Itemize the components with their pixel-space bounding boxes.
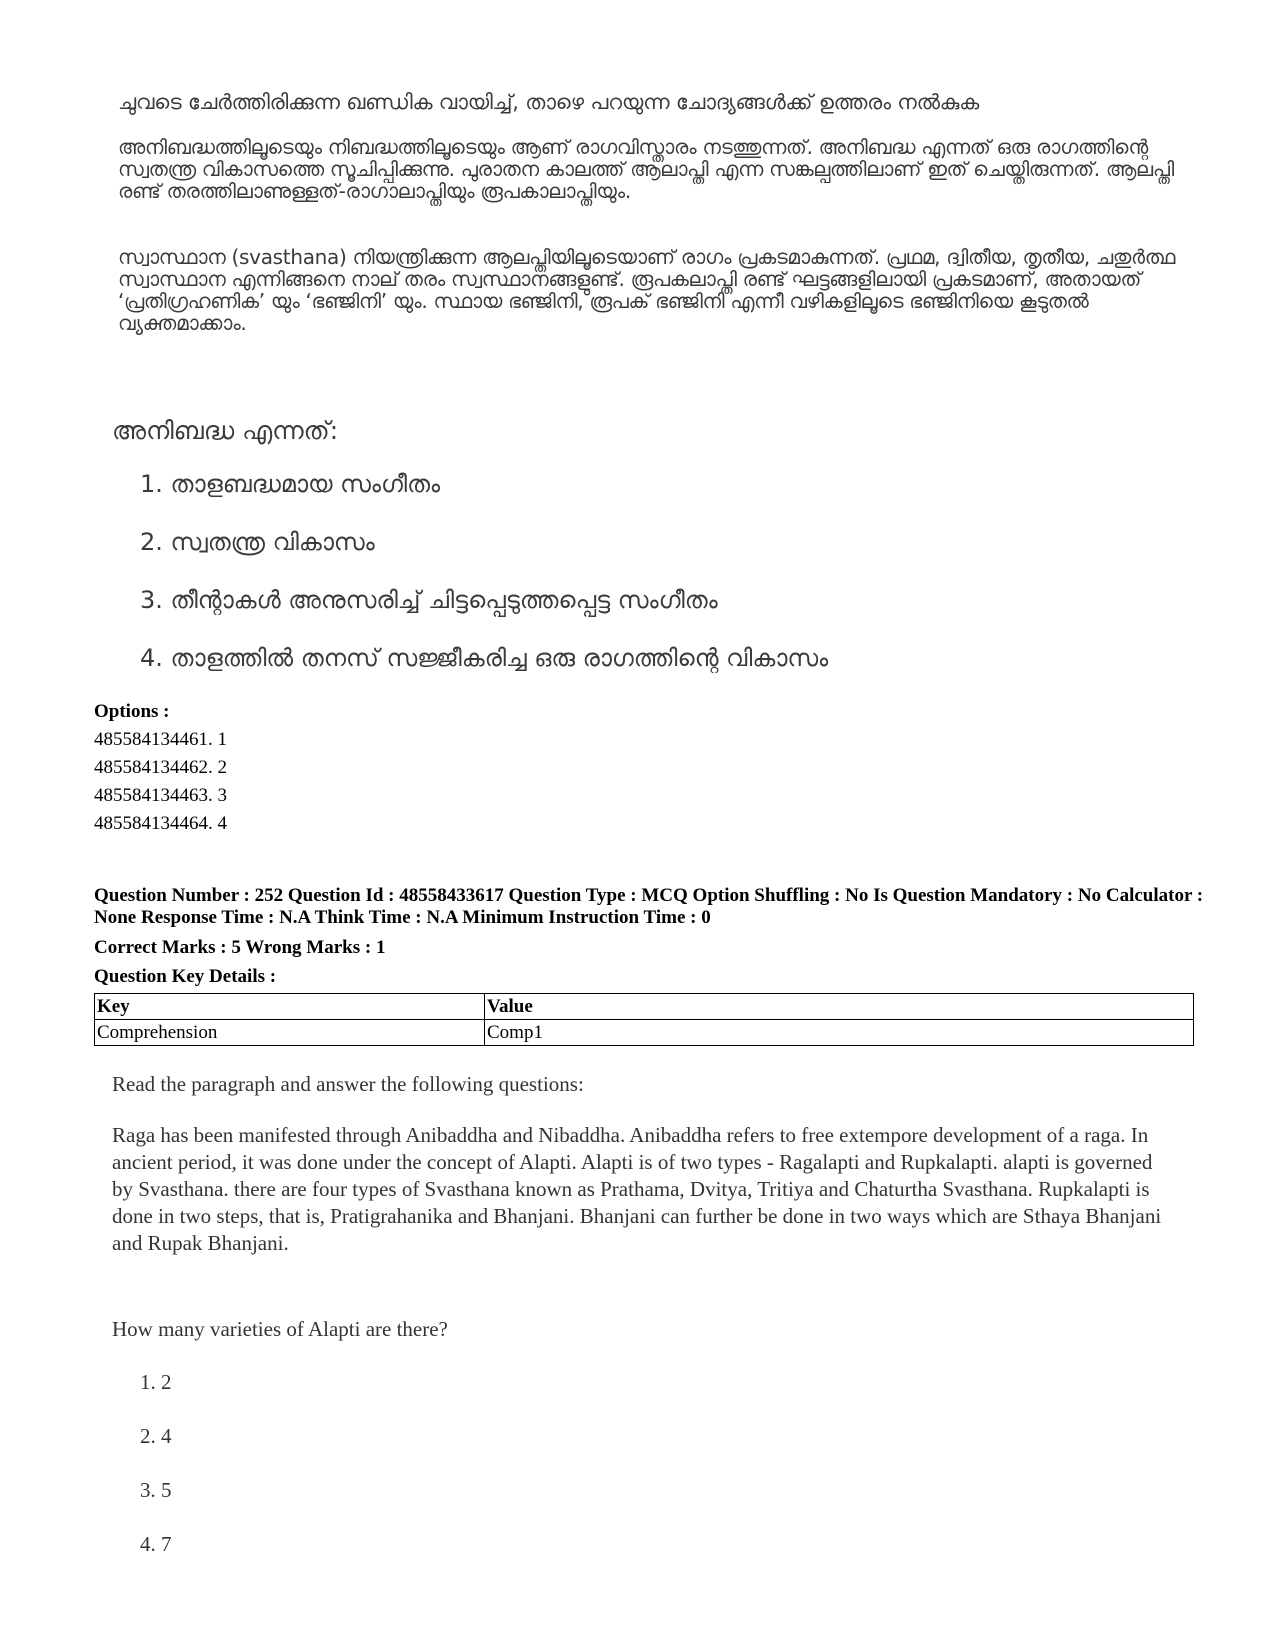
english-option: 3. 5 <box>140 1478 172 1502</box>
question-info: Question Number : 252 Question Id : 48558433617 Question Type : MCQ Option Shuffling : No Is Question Mandatory : No Calculator : None Response Time : N.A Think Time : N.A Minimum Instruction Time : 0 <box>94 885 1204 928</box>
table-header-value: Value <box>485 994 1194 1020</box>
malayalam-question: അനിബദ്ധ എന്നത്: <box>112 416 339 445</box>
option-id-line: 485584134462. 2 <box>94 757 227 778</box>
marks-info: Correct Marks : 5 Wrong Marks : 1 <box>94 937 386 958</box>
option-id-line: 485584134464. 4 <box>94 813 227 834</box>
table-cell-key: Comprehension <box>95 1020 485 1046</box>
option-id-line: 485584134461. 1 <box>94 729 227 750</box>
english-option: 4. 7 <box>140 1532 172 1556</box>
english-options-list <box>140 1370 172 1586</box>
malayalam-option: 4. താളത്തിൽ തനസ് സജ്ജീകരിച്ച ഒരു രാഗത്തിന്റെ വികാസം <box>140 644 829 672</box>
malayalam-paragraph-1: അനിബദ്ധത്തിലൂടെയും നിബദ്ധത്തിലൂടെയും ആണ് രാഗവിസ്താരം നടത്തുന്നത്. അനിബദ്ധ എന്നത് ഒരു രാഗത്തിന്റെ സ്വതന്ത്ര വികാസത്തെ സൂചിപ്പിക്കുന്നു. പുരാതന കാലത്ത് ആലാപ്തി എന്ന സങ്കല്പത്തിലാണ് ഇത് ചെയ്തിരുന്നത്. ആലപ്തി രണ്ട് തരത്തിലാണുള്ളത്-രാഗാലാപ്തിയും രൂപകാലാപ്തിയും. <box>118 135 1174 203</box>
malayalam-option: 1. താളബദ്ധമായ സംഗീതം <box>140 470 441 498</box>
table-row <box>95 994 1194 1020</box>
english-option: 1. 2 <box>140 1370 172 1394</box>
key-details-label: Question Key Details : <box>94 966 277 987</box>
malayalam-options-list <box>140 470 828 702</box>
option-id-line: 485584134463. 3 <box>94 785 227 806</box>
english-question: How many varieties of Alapti are there? <box>112 1317 448 1341</box>
table-row <box>95 1020 1194 1046</box>
table-header-key: Key <box>95 994 485 1020</box>
table-cell-value: Comp1 <box>485 1020 1194 1046</box>
key-details-table <box>94 993 1194 1046</box>
options-label: Options : <box>94 701 170 722</box>
malayalam-option: 2. സ്വതന്ത്ര വികാസം <box>140 528 375 556</box>
english-paragraph: Raga has been manifested through Anibaddha and Nibaddha. Anibaddha refers to free extempore development of a raga. In ancient period, it was done under the concept of Alapti. Alapti is of two types - Ragalapti and Rupkalapti. alapti is governed by Svasthana. there are four types of Svasthana known as Prathama, Dvitya, Tritiya and Chaturtha Svasthana. Rupkalapti is done in two steps, that is, Pratigrahanika and Bhanjani. Bhanjani can further be done in two ways which are Sthaya Bhanjani and Rupak Bhanjani. <box>112 1123 1162 1255</box>
english-option: 2. 4 <box>140 1424 172 1448</box>
malayalam-option: 3. തീന്റാകൾ അനുസരിച്ച് ചിട്ടപ്പെടുത്തപ്പെട്ട സംഗീതം <box>140 586 718 614</box>
english-instruction: Read the paragraph and answer the following questions: <box>112 1072 584 1096</box>
malayalam-paragraph-2: സ്വാസ്ഥാന (svasthana) നിയന്ത്രിക്കുന്ന ആലപ്തിയിലൂടെയാണ് രാഗം പ്രകടമാകുന്നത്. പ്രഥമ, ദ്വിതീയ, തൃതീയ, ചതുർത്ഥ സ്വാസ്ഥാന എന്നിങ്ങനെ നാല് തരം സ്വസ്ഥാനങ്ങളുണ്ട്. രൂപകലാപ്തി രണ്ട് ഘട്ടങ്ങളിലായി പ്രകടമാണ്, അതായത് ‘പ്രതിഗ്രഹണിക’ യും ‘ഭഞ്ജിനി’ യും. സ്ഥായ ഭഞ്ജിനി, രൂപക് ഭഞ്ജിനി എന്നീ വഴികളിലൂടെ ഭഞ്ജിനിയെ കൂടുതൽ വ്യക്തമാക്കാം. <box>118 245 1176 335</box>
malayalam-instruction: ചുവടെ ചേർത്തിരിക്കുന്ന ഖണ്ഡിക വായിച്ച്, താഴെ പറയുന്ന ചോദ്യങ്ങൾക്ക് ഉത്തരം നൽകുക <box>118 90 980 114</box>
